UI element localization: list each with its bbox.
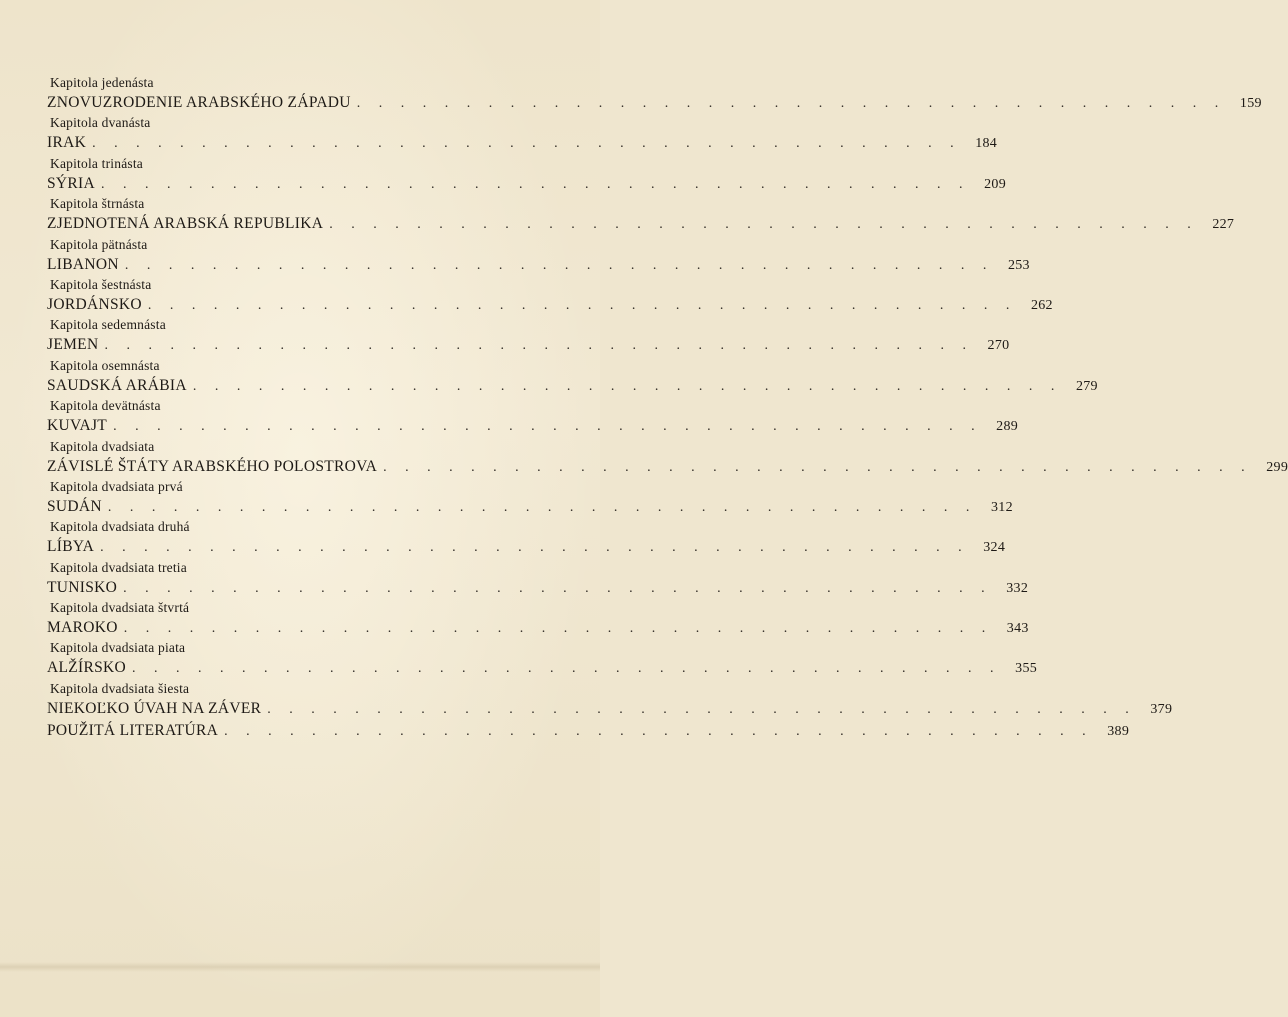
- dot-leader: . . . . . . . . . . . . . . . . . . . . . . . . . . . . . . . . . . . . . . . .: [192, 378, 1062, 394]
- dot-leader: . . . . . . . . . . . . . . . . . . . . . . . . . . . . . . . . . . . . . . . .: [147, 297, 1017, 313]
- chapter-title-row: [47, 415, 1019, 437]
- page-number: 227: [1212, 217, 1235, 233]
- dot-leader: . . . . . . . . . . . . . . . . . . . . . . . . . . . . . . . . . . . . . . . .: [383, 459, 1253, 475]
- page-number: 343: [1006, 621, 1029, 637]
- chapter-title: LÍBYA: [47, 538, 95, 556]
- dot-leader: . . . . . . . . . . . . . . . . . . . . . . . . . . . . . . . . . . . . . . . .: [356, 96, 1226, 111]
- chapter-title-row: [47, 456, 1288, 478]
- chapter-title: LIBANON: [47, 255, 119, 273]
- page-number: 379: [1150, 701, 1173, 717]
- chapter-label: Kapitola trinásta: [50, 155, 143, 171]
- chapter-label: Kapitola štrnásta: [50, 196, 145, 212]
- chapter-title: ALŽÍRSKO: [47, 659, 127, 677]
- toc-entry: [47, 357, 1098, 397]
- toc-entry: [47, 276, 1053, 316]
- chapter-title: ZNOVUZRODENIE ARABSKÉHO ZÁPADU: [47, 94, 351, 111]
- dot-leader: . . . . . . . . . . . . . . . . . . . . . . . . . . . . . . . . . . . . . . . .: [100, 540, 970, 556]
- page-number: 332: [1006, 580, 1029, 596]
- toc-entry: [47, 114, 998, 154]
- chapter-title: SAUDSKÁ ARÁBIA: [47, 376, 187, 394]
- chapter-label: Kapitola dvadsiata: [50, 438, 155, 454]
- dot-leader: . . . . . . . . . . . . . . . . . . . . . . . . . . . . . . . . . . . . . . . .: [132, 661, 1002, 677]
- chapter-title-row: [47, 577, 1029, 599]
- page-number: 312: [991, 499, 1013, 515]
- dot-leader: . . . . . . . . . . . . . . . . . . . . . . . . . . . . . . . . . . . . . . . .: [267, 701, 1137, 717]
- dot-leader: . . . . . . . . . . . . . . . . . . . . . . . . . . . . . . . . . . . . . . . .: [101, 176, 971, 192]
- page-number: 299: [1266, 459, 1288, 475]
- chapter-title: KUVAJT: [47, 417, 108, 435]
- chapter-title: SUDÁN: [47, 497, 102, 515]
- chapter-title-row: [47, 254, 1030, 276]
- page-number: 355: [1015, 661, 1038, 677]
- chapter-title-row: [47, 375, 1098, 397]
- toc-entry: [47, 559, 1029, 599]
- chapter-title-row: [47, 496, 1013, 518]
- page-number: 262: [1030, 297, 1053, 313]
- chapter-title: IRAK: [47, 134, 87, 152]
- chapter-title: ZJEDNOTENÁ ARABSKÁ REPUBLIKA: [47, 215, 324, 233]
- page-number: 270: [987, 338, 1010, 354]
- chapter-title: JORDÁNSKO: [47, 295, 142, 313]
- page-number: 159: [1239, 96, 1262, 111]
- dot-leader: . . . . . . . . . . . . . . . . . . . . . . . . . . . . . . . . . . . . . . . .: [123, 580, 993, 596]
- toc-entry: [47, 438, 1288, 478]
- toc-entry: [47, 599, 1029, 639]
- dot-leader: . . . . . . . . . . . . . . . . . . . . . . . . . . . . . . . . . . . . . . . .: [224, 724, 1094, 740]
- toc-entry-bibliography: [47, 720, 1130, 742]
- chapter-label: Kapitola dvadsiata druhá: [50, 519, 190, 535]
- toc-entry: [47, 74, 1262, 114]
- toc-entry: [47, 155, 1007, 195]
- chapter-title: NIEKOĽKO ÚVAH NA ZÁVER: [47, 699, 262, 717]
- toc-entry: [47, 236, 1030, 276]
- chapter-label: Kapitola dvanásta: [50, 115, 151, 131]
- chapter-label: Kapitola dvadsiata tretia: [50, 559, 187, 575]
- toc-entry: [47, 478, 1013, 518]
- chapter-label: Kapitola dvadsiata štvrtá: [50, 600, 190, 616]
- chapter-label: Kapitola šestnásta: [50, 276, 152, 292]
- chapter-title-row: [47, 720, 1130, 742]
- toc-entry: [47, 680, 1173, 720]
- dot-leader: . . . . . . . . . . . . . . . . . . . . . . . . . . . . . . . . . . . . . . . .: [124, 257, 994, 273]
- chapter-label: Kapitola sedemnásta: [50, 317, 166, 333]
- chapter-title-row: [47, 92, 1262, 114]
- dot-leader: . . . . . . . . . . . . . . . . . . . . . . . . . . . . . . . . . . . . . . . .: [329, 217, 1199, 233]
- dot-leader: . . . . . . . . . . . . . . . . . . . . . . . . . . . . . . . . . . . . . . . .: [92, 136, 962, 152]
- chapter-title-row: [47, 334, 1010, 356]
- toc-entry: [47, 316, 1010, 356]
- chapter-label: Kapitola dvadsiata piata: [50, 640, 186, 656]
- page-number: 253: [1007, 257, 1030, 273]
- toc-entry: [47, 518, 1006, 558]
- chapter-title: SÝRIA: [47, 174, 96, 192]
- page-number: 289: [996, 419, 1019, 435]
- chapter-title-row: [47, 536, 1006, 558]
- page-edge: [0, 962, 600, 972]
- page-number: 279: [1075, 378, 1098, 394]
- toc-entry: [47, 639, 1038, 679]
- page-number: 209: [984, 176, 1007, 192]
- chapter-title-row: [47, 173, 1007, 195]
- chapter-label: Kapitola dvadsiata šiesta: [50, 680, 190, 696]
- toc-entry: [47, 195, 1235, 235]
- bibliography-title: POUŽITÁ LITERATÚRA: [47, 722, 219, 740]
- chapter-label: Kapitola osemnásta: [50, 357, 160, 373]
- dot-leader: . . . . . . . . . . . . . . . . . . . . . . . . . . . . . . . . . . . . . . . .: [104, 338, 974, 354]
- toc-entry: [47, 397, 1019, 437]
- page-number: 389: [1107, 724, 1130, 740]
- chapter-title: ZÁVISLÉ ŠTÁTY ARABSKÉHO POLOSTROVA: [47, 457, 378, 475]
- chapter-label: Kapitola jedenásta: [50, 75, 154, 90]
- dot-leader: . . . . . . . . . . . . . . . . . . . . . . . . . . . . . . . . . . . . . . . .: [123, 621, 993, 637]
- chapter-title: TUNISKO: [47, 578, 118, 596]
- chapter-title-row: [47, 657, 1038, 679]
- chapter-label: Kapitola pätnásta: [50, 236, 148, 252]
- chapter-label: Kapitola dvadsiata prvá: [50, 478, 183, 494]
- chapter-title-row: [47, 617, 1029, 639]
- chapter-title-row: [47, 213, 1235, 235]
- page-number: 324: [983, 540, 1006, 556]
- chapter-label: Kapitola devätnásta: [50, 398, 161, 414]
- chapter-title-row: [47, 698, 1173, 720]
- dot-leader: . . . . . . . . . . . . . . . . . . . . . . . . . . . . . . . . . . . . . . . .: [113, 419, 983, 435]
- chapter-title-row: [47, 132, 998, 154]
- dot-leader: . . . . . . . . . . . . . . . . . . . . . . . . . . . . . . . . . . . . . . . .: [107, 499, 977, 515]
- chapter-title: MAROKO: [47, 619, 118, 637]
- table-of-contents: [47, 74, 1288, 743]
- chapter-title: JEMEN: [47, 336, 99, 354]
- chapter-title-row: [47, 294, 1053, 316]
- page-number: 184: [975, 136, 998, 152]
